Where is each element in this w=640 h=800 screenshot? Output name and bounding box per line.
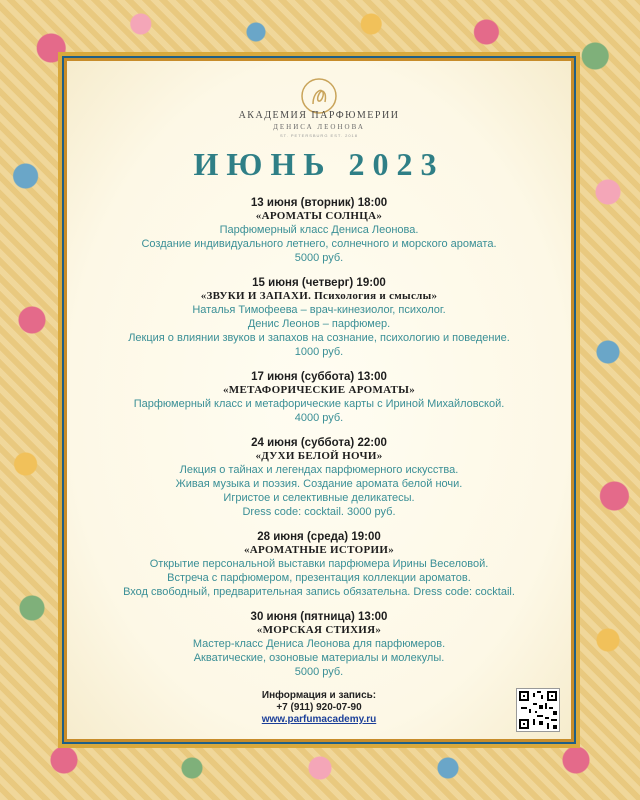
event-line: Наталья Тимофеева – врач-кинезиолог, психолог.	[192, 304, 446, 316]
event-line: Вход свободный, предварительная запись обязательна. Dress code: cocktail.	[123, 586, 515, 598]
event-title: «ДУХИ БЕЛОЙ НОЧИ»	[255, 450, 383, 462]
event-line: Живая музыка и поэзия. Создание аромата белой ночи.	[175, 478, 463, 490]
event-item	[64, 370, 574, 425]
academy-name: АКАДЕМИЯ ПАРФЮМЕРИИ	[238, 110, 400, 121]
event-line: Парфюмерный класс и метафорические карты с Ириной Михайловской.	[133, 398, 505, 410]
phone-number[interactable]: +7 (911) 920-07-90	[276, 702, 362, 713]
event-line: Денис Леонов – парфюмер.	[247, 318, 391, 330]
event-title: «ЗВУКИ И ЗАПАХИ. Психология и смыслы»	[200, 290, 438, 302]
qr-code-icon[interactable]	[516, 688, 560, 732]
month-title: ИЮНЬ 2023	[193, 146, 445, 182]
contact-info	[64, 690, 574, 726]
event-price: 4000 руб.	[294, 412, 344, 424]
event-date: 30 июня (пятница) 13:00	[250, 611, 388, 623]
event-item	[64, 610, 574, 679]
events-list	[64, 196, 574, 690]
event-line: Парфюмерный класс Дениса Леонова.	[219, 224, 419, 236]
event-price: 5000 руб.	[294, 666, 344, 678]
event-date: 13 июня (вторник) 18:00	[250, 197, 388, 209]
event-line: Мастер-класс Дениса Леонова для парфюмеров.	[192, 638, 446, 650]
event-date: 28 июня (среда) 19:00	[257, 531, 381, 543]
event-title: «МЕТАФОРИЧЕСКИЕ АРОМАТЫ»	[223, 384, 415, 396]
event-line: Акватические, озоновые материалы и молекулы.	[193, 652, 445, 664]
event-title: «АРОМАТЫ СОЛНЦА»	[255, 210, 383, 222]
event-line: Лекция о тайнах и легендах парфюмерного искусства.	[179, 464, 459, 476]
poster-content	[64, 58, 574, 742]
event-line: Создание индивидуального летнего, солнечного и морского аромата.	[141, 238, 497, 250]
event-item	[64, 530, 574, 599]
academy-subtitle: ДЕНИСА ЛЕОНОВА	[273, 123, 365, 131]
event-title: «МОРСКАЯ СТИХИЯ»	[256, 624, 382, 636]
website-link[interactable]: www.parfumacademy.ru	[261, 714, 377, 725]
event-line: Открытие персональной выставки парфюмера Ирины Веселовой.	[149, 558, 489, 570]
event-date: 17 июня (суббота) 13:00	[251, 371, 387, 383]
event-price: 1000 руб.	[294, 346, 344, 358]
event-date: 24 июня (суббота) 22:00	[251, 437, 387, 449]
event-line: Лекция о влиянии звуков и запахов на сознание, психологию и поведение.	[128, 332, 510, 344]
academy-tagline: ST. PETERSBURG EST. 2018	[279, 133, 359, 138]
info-label: Информация и запись:	[261, 690, 377, 701]
event-price: 5000 руб.	[294, 252, 344, 264]
event-item	[64, 276, 574, 359]
event-item	[64, 196, 574, 265]
event-price: Dress code: cocktail. 3000 руб.	[242, 506, 396, 518]
event-date: 15 июня (четверг) 19:00	[252, 277, 386, 289]
event-line: Встреча с парфюмером, презентация коллекции ароматов.	[167, 572, 471, 584]
event-item	[64, 436, 574, 519]
event-title: «АРОМАТНЫЕ ИСТОРИИ»	[243, 544, 395, 556]
event-line: Игристое и селективные деликатесы.	[223, 492, 415, 504]
